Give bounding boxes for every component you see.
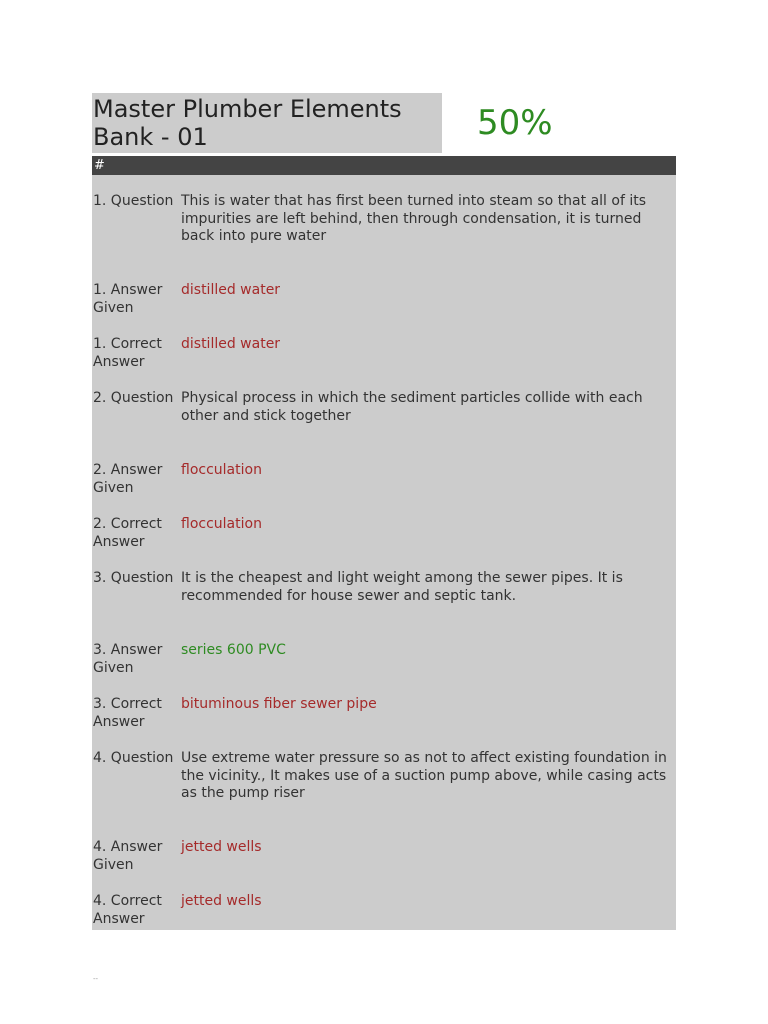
quiz-title-panel xyxy=(92,93,442,153)
row-label: 2. Question xyxy=(93,390,174,406)
row-label: 1. Answer Given xyxy=(93,282,163,316)
row-label: 4. Question xyxy=(93,750,174,766)
row-label: 3. Answer Given xyxy=(93,642,163,676)
row-value: It is the cheapest and light weight among the sewer pipes. It is recommended for house sewer and septic tank. xyxy=(181,570,623,604)
row-value: bituminous fiber sewer pipe xyxy=(181,696,377,712)
row-value: Use extreme water pressure so as not to affect existing foundation in the vicinity., It makes use of a suction pump above, while casing acts as the pump riser xyxy=(181,750,667,801)
row-value: distilled water xyxy=(181,282,281,298)
row-value: jetted wells xyxy=(181,893,262,909)
quiz-title: Master Plumber Elements Bank - 01 xyxy=(93,95,402,151)
column-header-number: # xyxy=(94,158,105,173)
row-label: 1. Question xyxy=(93,193,174,209)
row-value: distilled water xyxy=(181,336,281,352)
row-value: jetted wells xyxy=(181,839,262,855)
row-label: 1. Correct Answer xyxy=(93,336,162,370)
row-label: 3. Question xyxy=(93,570,174,586)
score-percentage: 50% xyxy=(477,103,553,143)
row-value: flocculation xyxy=(181,462,262,478)
row-value: flocculation xyxy=(181,516,262,532)
results-table xyxy=(92,175,676,930)
row-label: 4. Answer Given xyxy=(93,839,163,873)
row-value: Physical process in which the sediment particles collide with each other and stick together xyxy=(181,390,643,424)
row-label: 4. Correct Answer xyxy=(93,893,162,927)
row-value: series 600 PVC xyxy=(181,642,286,658)
row-label: 2. Correct Answer xyxy=(93,516,162,550)
row-label: 2. Answer Given xyxy=(93,462,163,496)
row-value: This is water that has first been turned into steam so that all of its impurities are left behind, then through condensation, it is turned back into pure water xyxy=(181,193,646,244)
footer-mark: -- xyxy=(93,975,99,983)
results-header-bar xyxy=(92,156,676,175)
row-label: 3. Correct Answer xyxy=(93,696,162,730)
